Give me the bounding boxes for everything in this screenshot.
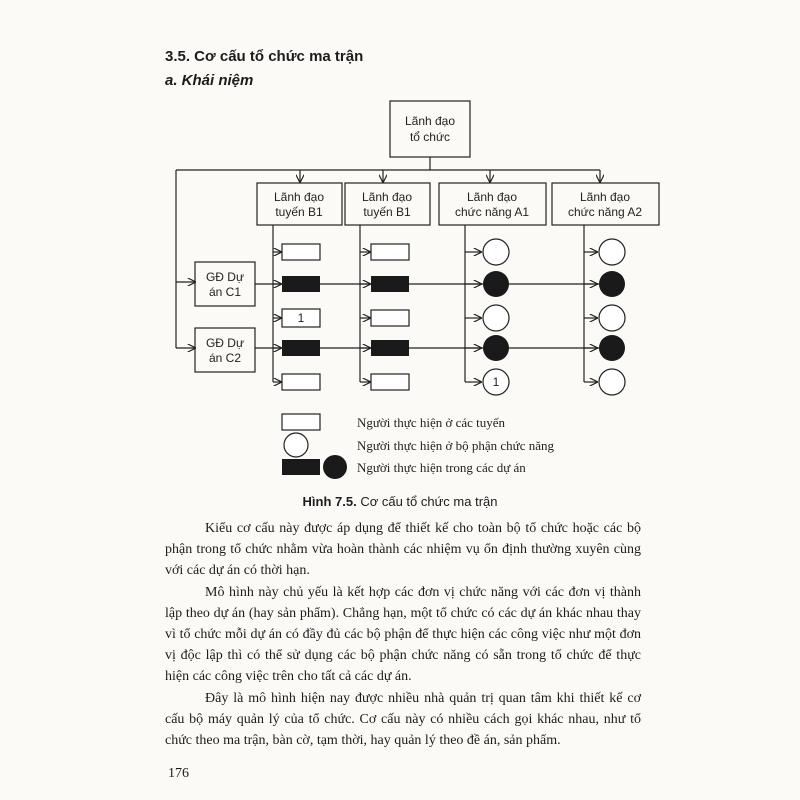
functional-staff-circle [483, 305, 509, 331]
legend-label-2: Người thực hiện ở bộ phận chức năng [357, 438, 554, 453]
line-staff-rect [282, 374, 320, 390]
figure-caption-label: Hình 7.5. [302, 494, 357, 509]
project-1-line2: án C1 [208, 285, 242, 299]
functional-staff-circle [599, 239, 625, 265]
paragraph-3: Đây là mô hình hiện nay được nhiều nhà quản trị quan tâm khi thiết kế cơ cấu bộ máy quản lý của tổ chức. Cơ cấu này có nhiều cách gọi khác nhau, như tổ chức theo ma trận, bàn cờ, tạm thời, hay quản lý theo đề án, sản phẩm. [165, 691, 641, 748]
project-staff-circle [599, 271, 625, 297]
marker-circle: 1 [492, 375, 500, 389]
paragraph-2: Mô hình này chủ yếu là kết hợp các đơn vị chức năng với các đơn vị thành lập theo dự án (hay sản phẩm). Chẳng hạn, một tổ chức có các dự án khác nhau thay vì tổ chức mỗi dự án có đầy đủ các bộ phận để thực hiện các công việc như một đơn vị độc lập thì có thể sử dụng các bộ phận chức năng có sẵn trong tổ chức để thực hiện các công việc trên cho tất cả các dự án. [165, 585, 641, 684]
legend-label-3: Người thực hiện trong các dự án [357, 460, 526, 475]
figure-caption [0, 494, 800, 509]
figure-caption-text: Cơ cấu tổ chức ma trận [356, 494, 498, 509]
project-2-line2: án C2 [208, 351, 242, 365]
manager-3-line1: Lãnh đạo [466, 190, 518, 204]
line-staff-rect [371, 310, 409, 326]
project-staff-circle [483, 335, 509, 361]
manager-1-line2: tuyến B1 [275, 205, 323, 219]
subsection-title: a. Khái niệm [165, 72, 254, 89]
legend-label-1: Người thực hiện ở các tuyến [357, 415, 506, 430]
project-staff-circle [599, 335, 625, 361]
project-box-2 [195, 328, 255, 372]
functional-staff-circle [599, 369, 625, 395]
manager-4-line2: chức năng A2 [567, 205, 643, 219]
manager-4-line1: Lãnh đạo [579, 190, 631, 204]
line-staff-rect [371, 244, 409, 260]
line-staff-rect [282, 244, 320, 260]
paragraph-1: Kiểu cơ cấu này được áp dụng để thiết kế cho toàn bộ tổ chức hoặc các bộ phận trong tổ chức nhằm vừa hoàn thành các nhiệm vụ ổn định thường xuyên cùng với các dự án có thời hạn. [165, 521, 641, 578]
project-staff-rect [282, 340, 320, 356]
manager-2-line2: tuyến B1 [363, 205, 411, 219]
manager-3-line2: chức năng A1 [454, 205, 530, 219]
legend-rect-outline [282, 414, 320, 430]
legend-circle-filled [323, 455, 347, 479]
project-staff-rect [282, 276, 320, 292]
marker-rect: 1 [297, 311, 305, 325]
project-box-1 [195, 262, 255, 306]
project-staff-circle [483, 271, 509, 297]
functional-staff-circle [483, 239, 509, 265]
functional-staff-circle [599, 305, 625, 331]
section-title: 3.5. Cơ cấu tổ chức ma trận [165, 48, 364, 65]
legend-circle-outline [284, 433, 308, 457]
legend-rect-filled [282, 459, 320, 475]
project-staff-rect [371, 276, 409, 292]
manager-1-line1: Lãnh đạo [273, 190, 325, 204]
page-number: 176 [168, 766, 189, 781]
line-staff-rect [371, 374, 409, 390]
project-2-line1: GĐ Dự [205, 336, 245, 350]
top-box-line2: tổ chức [409, 130, 451, 144]
manager-2-line1: Lãnh đạo [361, 190, 413, 204]
project-1-line1: GĐ Dự [205, 270, 245, 284]
top-leader-box [390, 101, 470, 157]
top-box-line1: Lãnh đạo [404, 114, 456, 128]
project-staff-rect [371, 340, 409, 356]
